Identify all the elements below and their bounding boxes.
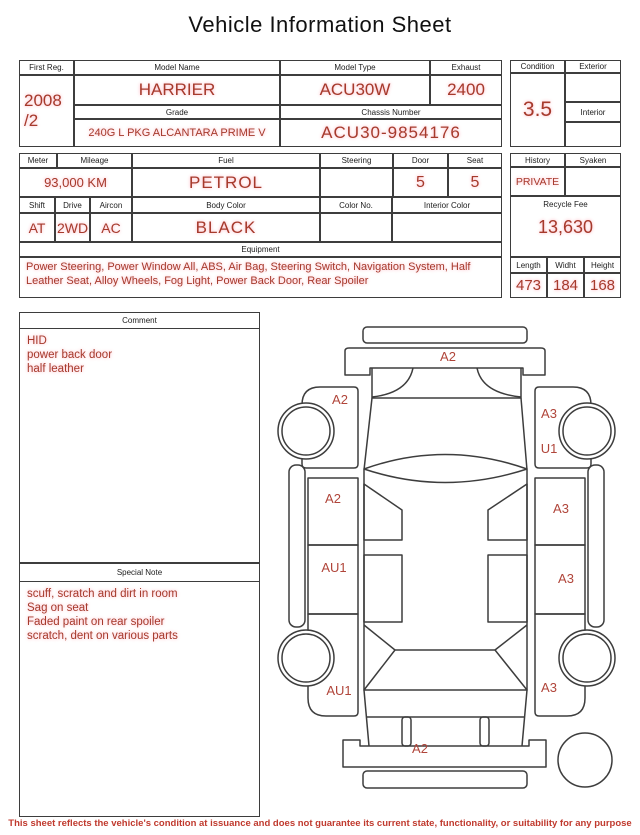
damage-label-left-rear-door: AU1 <box>321 560 347 575</box>
car-damage-diagram <box>260 310 640 815</box>
hood-panel <box>372 368 521 398</box>
exterior-header: Exterior <box>565 60 621 73</box>
front-lip-strip <box>363 327 527 343</box>
left-rear-pillar <box>364 625 395 650</box>
shift-header: Shift <box>19 197 55 213</box>
exhaust-value: 2400 <box>430 75 502 105</box>
left-rear-lamp <box>402 717 411 746</box>
steering-header: Steering <box>320 153 393 168</box>
color-no-value <box>320 213 392 242</box>
length-header: Length <box>510 257 547 273</box>
interior-value <box>565 122 621 147</box>
shift-value: AT <box>19 213 55 242</box>
door-value: 5 <box>393 168 448 197</box>
page-title: Vehicle Information Sheet <box>188 12 452 37</box>
spare-tire <box>558 733 612 787</box>
door-header: Door <box>393 153 448 168</box>
grade-header: Grade <box>74 105 280 119</box>
fuel-value: PETROL <box>132 168 320 197</box>
mileage-value: 93,000 KM <box>19 168 132 197</box>
aircon-value: AC <box>90 213 132 242</box>
damage-label-right-front-door: A3 <box>553 501 569 516</box>
right-headlight-arc <box>477 368 521 397</box>
right-rear-pillar <box>495 625 527 650</box>
body-color-value: BLACK <box>132 213 320 242</box>
seat-header: Seat <box>448 153 502 168</box>
comment-line: half leather <box>27 363 84 376</box>
syaken-header: Syaken <box>565 153 621 167</box>
damage-label-right-rear-fender: A3 <box>541 680 557 695</box>
body-color-header: Body Color <box>132 197 320 213</box>
comment-body <box>20 329 259 381</box>
meter-header: Meter <box>19 153 57 168</box>
exterior-value <box>565 73 621 102</box>
model-name-value: HARRIER <box>74 75 280 105</box>
left-front-opening <box>364 484 402 540</box>
equipment-value: Power Steering, Power Window All, ABS, Air Bag, Steering Switch, Navigation System, Half Leather Seat, Alloy Wheels, Fog Light, Power Back Door, Rear Spoiler <box>19 257 502 298</box>
front-right-wheel-inner <box>563 407 611 455</box>
interior-header: Interior <box>565 102 621 122</box>
damage-label-left-front-fender: A2 <box>332 392 348 407</box>
damage-label-right-rear-door: A3 <box>558 571 574 586</box>
color-no-header: Color No. <box>320 197 392 213</box>
windshield <box>364 455 527 483</box>
mileage-header: Mileage <box>57 153 132 168</box>
rear-bumper <box>343 740 546 767</box>
drive-value: 2WD <box>55 213 90 242</box>
grade-value: 240G L PKG ALCANTARA PRIME V <box>74 119 280 147</box>
width-header: Widht <box>547 257 584 273</box>
damage-label-rear-bumper: A2 <box>412 741 428 756</box>
exhaust-header: Exhaust <box>430 60 502 75</box>
special-note-line: scuff, scratch and dirt in room <box>27 588 178 600</box>
model-type-value: ACU30W <box>280 75 430 105</box>
disclaimer-footer: This sheet reflects the vehicle's condition at issuance and does not guarantee its current state, functionality, or suitability for any purpose <box>8 818 632 829</box>
left-front-door <box>308 478 358 545</box>
condition-value: 3.5 <box>510 73 565 147</box>
left-headlight-arc <box>372 368 413 397</box>
left-body-line <box>364 398 372 746</box>
history-header: History <box>510 153 565 167</box>
left-sill <box>289 465 305 627</box>
damage-label-right-front-fender-lower: U1 <box>540 441 558 456</box>
comment-line: HID <box>27 335 47 347</box>
model-name-header: Model Name <box>74 60 280 75</box>
comment-header: Comment <box>20 313 259 329</box>
rear-left-wheel-inner <box>282 634 330 682</box>
front-left-wheel-inner <box>282 407 330 455</box>
history-value: PRIVATE <box>510 167 565 196</box>
fuel-header: Fuel <box>132 153 320 168</box>
chassis-number-header: Chassis Number <box>280 105 502 119</box>
comment-line: power back door <box>27 349 113 362</box>
rear-right-wheel-inner <box>563 634 611 682</box>
left-rear-door <box>308 545 358 614</box>
right-rear-lamp <box>480 717 489 746</box>
interior-color-value <box>392 213 502 242</box>
right-front-opening <box>488 484 527 540</box>
special-note-line: Sag on seat <box>27 602 89 615</box>
seat-value: 5 <box>448 168 502 197</box>
equipment-header: Equipment <box>19 242 502 257</box>
first-reg-header: First Reg. <box>19 60 74 75</box>
first-reg-year: 2008 <box>24 91 62 111</box>
height-value: 168 <box>584 273 621 298</box>
length-value: 473 <box>510 273 547 298</box>
special-note-body <box>20 582 259 648</box>
right-body-line <box>521 398 527 746</box>
damage-label-left-front-door: A2 <box>325 491 341 506</box>
chassis-number-value: ACU30-9854176 <box>280 119 502 147</box>
aircon-header: Aircon <box>90 197 132 213</box>
rear-window <box>364 650 527 690</box>
comment-box <box>19 312 260 563</box>
recycle-fee-value: 13,630 <box>537 217 594 237</box>
syaken-value <box>565 167 621 196</box>
width-value: 184 <box>547 273 584 298</box>
steering-value <box>320 168 393 197</box>
recycle-fee-header: Recycle Fee <box>543 200 588 209</box>
model-type-header: Model Type <box>280 60 430 75</box>
rear-lower-strip <box>363 771 527 788</box>
damage-label-right-front-fender: A3 <box>541 406 557 421</box>
left-mid-opening <box>364 555 402 622</box>
damage-label-front-bumper: A2 <box>440 349 456 364</box>
special-note-box <box>19 563 260 817</box>
first-reg-month: /2 <box>24 111 39 130</box>
special-note-header: Special Note <box>20 564 259 582</box>
recycle-fee-block <box>510 196 621 257</box>
special-note-line: scratch, dent on various parts <box>27 630 178 643</box>
height-header: Height <box>584 257 621 273</box>
right-mid-opening <box>488 555 527 622</box>
interior-color-header: Interior Color <box>392 197 502 213</box>
damage-label-left-rear-fender: AU1 <box>326 683 352 698</box>
first-reg-value <box>19 75 74 147</box>
drive-header: Drive <box>55 197 90 213</box>
special-note-line: Faded paint on rear spoiler <box>27 616 165 629</box>
right-sill <box>588 465 604 627</box>
condition-header: Condition <box>510 60 565 73</box>
